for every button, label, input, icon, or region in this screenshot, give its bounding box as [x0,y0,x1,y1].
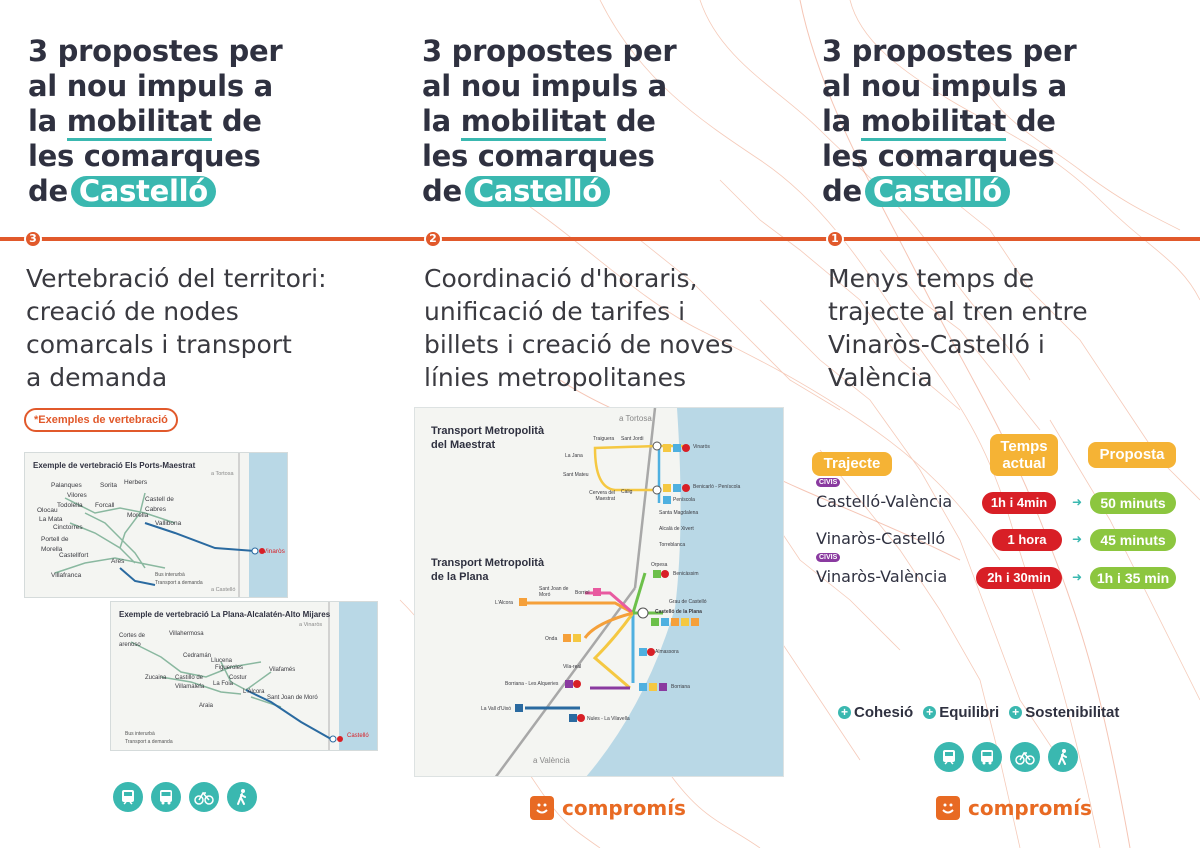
proposed-time-pill: 50 minuts [1090,492,1176,514]
headline-line: la mobilitat de [822,104,1076,139]
headline [422,34,676,209]
trip-row [816,554,1176,589]
value-item: + Sostenibilitat [1009,704,1119,721]
proposed-time-pill: 45 minuts [1090,529,1176,551]
headline-line: les comarques [422,139,655,173]
headline-line: de Castelló [28,174,282,209]
arrow-right-icon: ➜ [1072,532,1083,546]
proposal-title: Coordinació d'horaris, unificació de tarifes i billets i creació de noves línies metropolitanes [424,264,734,392]
headline-pill: Castelló [465,176,610,207]
examples-tag: *Exemples de vertebració [24,408,178,432]
headline-line: de Castelló [422,174,676,209]
current-time-pill: 2h i 30min [976,567,1062,589]
column-header-current-time: Temps actual [990,434,1058,476]
plus-icon: + [1009,706,1022,719]
value-item: + Equilibri [923,704,999,721]
trip-route: Vinaròs-Castelló [816,529,946,548]
walking-icon [1048,742,1078,772]
arrow-right-icon: ➜ [1072,570,1083,584]
metro-title-plana: Transport Metropolità de la Plana [431,557,545,583]
headline-line: 3 propostes per [28,34,283,68]
plus-icon: + [923,706,936,719]
map-legend: Bus interurbà Transport a demanda [125,731,173,745]
bus-icon [151,782,181,812]
step-number-badge: 2 [424,230,442,248]
mode-icons [934,742,1078,772]
headline-line: al nou impuls a [422,69,667,103]
map-title: Exemple de vertebració La Plana-Alcalatén-Alto Mijares [119,610,331,619]
headline-pill: Castelló [865,176,1010,207]
map-compass-top: a Vinaròs [299,622,323,628]
logo-smile-icon [936,796,960,820]
trip-row [816,479,1176,514]
current-time-pill: 1h i 4min [982,492,1056,514]
train-icon [934,742,964,772]
walking-icon [227,782,257,812]
headline-line: les comarques [28,139,261,173]
headline-line: al nou impuls a [822,69,1067,103]
headline-line: les comarques [822,139,1055,173]
map-legend: Bus interurbà Transport a demanda [155,572,203,586]
headline-highlight: mobilitat [461,104,606,141]
trip-route: Vinaròs-València [816,567,948,586]
proposal-title: Vertebració del territori: creació de nodes comarcals i transport a demanda [26,264,327,392]
panel-proposal-1 [800,0,1200,848]
metro-label-top: a Tortosa [619,414,652,423]
headline-line: la mobilitat de [422,104,676,139]
trip-row [816,529,1176,551]
headline-line: 3 propostes per [422,34,677,68]
panel-proposal-3 [0,0,400,848]
map-compass-bottom: a Castelló [211,587,236,593]
headline-line: al nou impuls a [28,69,273,103]
map-la-plana: Exemple de vertebració La Plana-Alcalatén-Alto Mijares Cortes de arenoso Villahermosa Cedramán Llucena Figueroles Vilafamés Zucaina Castillo de Villamalefa La Foia Costur L'Alcora Sant Joan de Moró Araia Castelló a Vinaròs Bus interurbà Transport a demanda [110,601,378,751]
value-item: + Cohesió [838,704,913,721]
headline [28,34,282,209]
headline-highlight: mobilitat [67,104,212,141]
column-header-trip: Trajecte [812,452,892,476]
logo-text: compromís [968,796,1092,820]
civis-badge: CIVIS [816,478,840,487]
current-time-pill: 1 hora [992,529,1062,551]
headline [822,34,1076,209]
train-icon [113,782,143,812]
column-header-proposal: Proposta [1088,442,1176,468]
compromis-logo [936,796,1092,820]
headline-line: de Castelló [822,174,1076,209]
civis-badge: CIVIS [816,553,840,562]
logo-text: compromís [562,796,686,820]
metro-label-bottom: a València [533,756,570,765]
headline-line: 3 propostes per [822,34,1077,68]
headline-line: la mobilitat de [28,104,282,139]
mode-icons [113,782,257,812]
bus-icon [972,742,1002,772]
metro-title-maestrat: Transport Metropolità del Maestrat [431,425,545,451]
step-number-badge: 3 [24,230,42,248]
map-compass-top: a Tortosa [211,471,234,477]
bicycle-icon [189,782,219,812]
map-els-ports: Exemple de vertebració Els Ports-Maestrat Palanques Sorita Herbers Vilores Castell de Cabres Todolella Forcall Olocau La Mata Morella Cinctorres Vallibona Portell de Morella Castellfort Ares Villafranca Vinaròs a Tortosa a Castelló Bus interurbà Transport a demanda [24,452,288,598]
map-title: Exemple de vertebració Els Ports-Maestrat [33,461,196,470]
trip-route: Castelló-València [816,492,953,511]
headline-pill: Castelló [71,176,216,207]
metro-station-labels: Traiguera Sant Jordi Vinaròs La Jana Sant Mateu Cervera del Maestrat Càlig Benicarló - Peníscola Peníscola Santa Magdalena Alcalà de Xivert Torreblanca Orpesa Benicàssim Grau de Castelló Castelló de la Plana Sant Joan de Moró Borriol L'Alcora Onda Almassora Vila-real Borriana - Les Alqueries Borriana La Vall d'Uixó Nules - La Vilavella [481,436,741,722]
logo-smile-icon [530,796,554,820]
bicycle-icon [1010,742,1040,772]
proposed-time-pill: 1h i 35 min [1090,567,1176,589]
metro-network-map [414,407,784,777]
proposal-title: Menys temps de trajecte al tren entre Vinaròs-Castelló i València [828,264,1088,392]
step-number-badge: 1 [826,230,844,248]
arrow-right-icon: ➜ [1072,495,1083,509]
panel-proposal-2 [400,0,800,848]
compromis-logo [530,796,686,820]
headline-highlight: mobilitat [861,104,1006,141]
plus-icon: + [838,706,851,719]
